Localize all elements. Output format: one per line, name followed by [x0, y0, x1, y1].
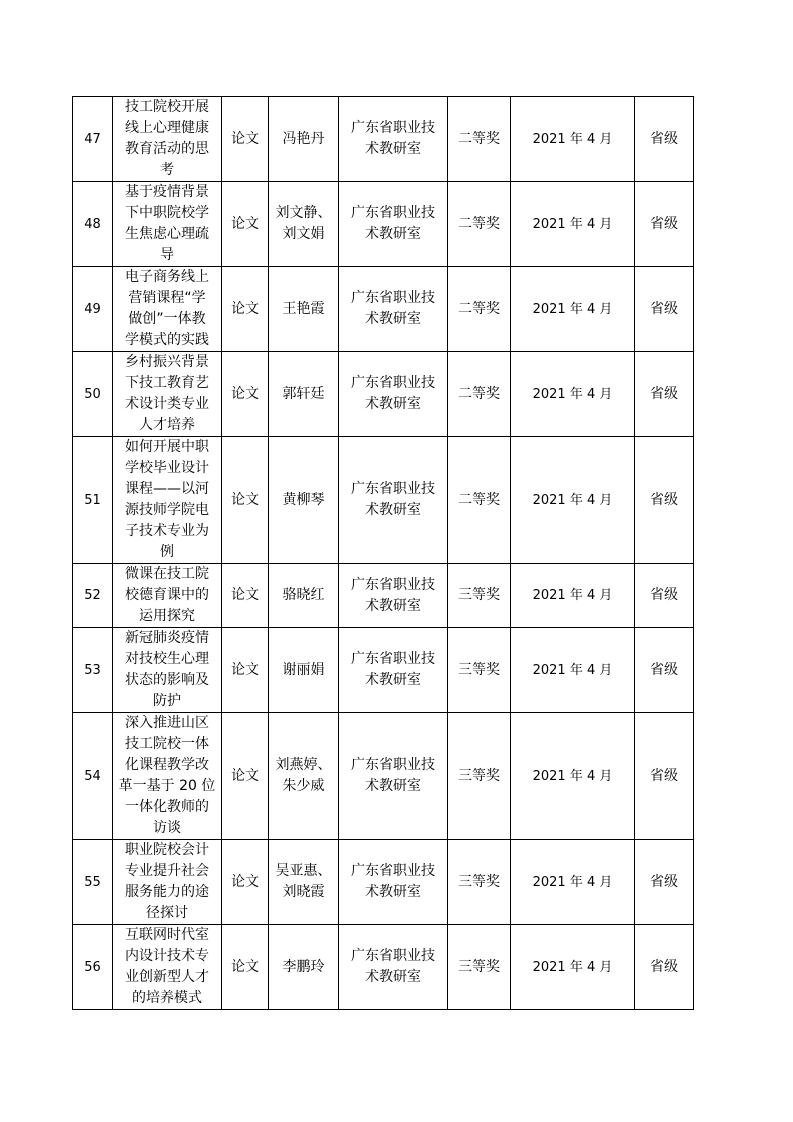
- organizer: 广东省职业技 术教研室: [339, 713, 448, 840]
- row-number: 54: [73, 713, 113, 840]
- paper-type: 论文: [222, 925, 269, 1010]
- paper-title: 如何开展中职 学校毕业设计 课程——以河 源技师学院电 子技术专业为 例: [113, 437, 222, 564]
- organizer: 广东省职业技 术教研室: [339, 267, 448, 352]
- award-level: 二等奖: [448, 182, 511, 267]
- paper-type: 论文: [222, 840, 269, 925]
- organizer: 广东省职业技 术教研室: [339, 182, 448, 267]
- award-level: 三等奖: [448, 925, 511, 1010]
- author: 刘燕婷、 朱少威: [269, 713, 339, 840]
- award-level: 二等奖: [448, 352, 511, 437]
- organizer: 广东省职业技 术教研室: [339, 97, 448, 182]
- table-row: [73, 352, 694, 437]
- organizer: 广东省职业技 术教研室: [339, 437, 448, 564]
- author: 黄柳琴: [269, 437, 339, 564]
- award-level: 二等奖: [448, 437, 511, 564]
- paper-title: 职业院校会计 专业提升社会 服务能力的途 径探讨: [113, 840, 222, 925]
- award-level: 二等奖: [448, 97, 511, 182]
- row-number: 53: [73, 628, 113, 713]
- paper-type: 论文: [222, 437, 269, 564]
- row-number: 48: [73, 182, 113, 267]
- table-row: [73, 840, 694, 925]
- award-level: 三等奖: [448, 564, 511, 628]
- organizer: 广东省职业技 术教研室: [339, 925, 448, 1010]
- author: 王艳霞: [269, 267, 339, 352]
- paper-type: 论文: [222, 352, 269, 437]
- award-level: 二等奖: [448, 267, 511, 352]
- award-date: 2021 年 4 月: [511, 182, 635, 267]
- author: 郭轩廷: [269, 352, 339, 437]
- table-row: [73, 713, 694, 840]
- table-row: [73, 925, 694, 1010]
- table-row: [73, 628, 694, 713]
- author: 谢丽娟: [269, 628, 339, 713]
- award-scope: 省级: [635, 628, 694, 713]
- author: 冯艳丹: [269, 97, 339, 182]
- paper-title: 新冠肺炎疫情 对技校生心理 状态的影响及 防护: [113, 628, 222, 713]
- award-date: 2021 年 4 月: [511, 713, 635, 840]
- award-scope: 省级: [635, 564, 694, 628]
- author: 吴亚惠、 刘晓霞: [269, 840, 339, 925]
- award-scope: 省级: [635, 182, 694, 267]
- organizer: 广东省职业技 术教研室: [339, 840, 448, 925]
- award-scope: 省级: [635, 925, 694, 1010]
- award-scope: 省级: [635, 352, 694, 437]
- paper-type: 论文: [222, 182, 269, 267]
- award-scope: 省级: [635, 437, 694, 564]
- row-number: 55: [73, 840, 113, 925]
- paper-type: 论文: [222, 713, 269, 840]
- award-date: 2021 年 4 月: [511, 840, 635, 925]
- organizer: 广东省职业技 术教研室: [339, 352, 448, 437]
- paper-type: 论文: [222, 628, 269, 713]
- award-level: 三等奖: [448, 840, 511, 925]
- award-scope: 省级: [635, 97, 694, 182]
- paper-title: 微课在技工院 校德育课中的 运用探究: [113, 564, 222, 628]
- award-level: 三等奖: [448, 628, 511, 713]
- paper-title: 技工院校开展 线上心理健康 教育活动的思 考: [113, 97, 222, 182]
- award-date: 2021 年 4 月: [511, 267, 635, 352]
- author: 刘文静、 刘文娟: [269, 182, 339, 267]
- row-number: 51: [73, 437, 113, 564]
- row-number: 50: [73, 352, 113, 437]
- author: 李鹏玲: [269, 925, 339, 1010]
- award-date: 2021 年 4 月: [511, 97, 635, 182]
- table-row: [73, 97, 694, 182]
- table-row: [73, 267, 694, 352]
- award-date: 2021 年 4 月: [511, 564, 635, 628]
- paper-type: 论文: [222, 267, 269, 352]
- award-scope: 省级: [635, 713, 694, 840]
- paper-type: 论文: [222, 97, 269, 182]
- row-number: 52: [73, 564, 113, 628]
- award-date: 2021 年 4 月: [511, 925, 635, 1010]
- award-scope: 省级: [635, 267, 694, 352]
- paper-title: 基于疫情背景 下中职院校学 生焦虑心理疏 导: [113, 182, 222, 267]
- award-level: 三等奖: [448, 713, 511, 840]
- award-scope: 省级: [635, 840, 694, 925]
- row-number: 56: [73, 925, 113, 1010]
- paper-title: 互联网时代室 内设计技术专 业创新型人才 的培养模式: [113, 925, 222, 1010]
- table-row: [73, 182, 694, 267]
- paper-title: 电子商务线上 营销课程“学 做创”一体教 学模式的实践: [113, 267, 222, 352]
- organizer: 广东省职业技 术教研室: [339, 628, 448, 713]
- row-number: 49: [73, 267, 113, 352]
- award-date: 2021 年 4 月: [511, 352, 635, 437]
- table-row: [73, 437, 694, 564]
- paper-title: 深入推进山区 技工院校一体 化课程教学改 革一基于 20 位 一体化教师的 访谈: [113, 713, 222, 840]
- row-number: 47: [73, 97, 113, 182]
- paper-type: 论文: [222, 564, 269, 628]
- author: 骆晓红: [269, 564, 339, 628]
- award-date: 2021 年 4 月: [511, 628, 635, 713]
- paper-title: 乡村振兴背景 下技工教育艺 术设计类专业 人才培养: [113, 352, 222, 437]
- table-row: [73, 564, 694, 628]
- award-date: 2021 年 4 月: [511, 437, 635, 564]
- organizer: 广东省职业技 术教研室: [339, 564, 448, 628]
- awards-table: [72, 96, 694, 1010]
